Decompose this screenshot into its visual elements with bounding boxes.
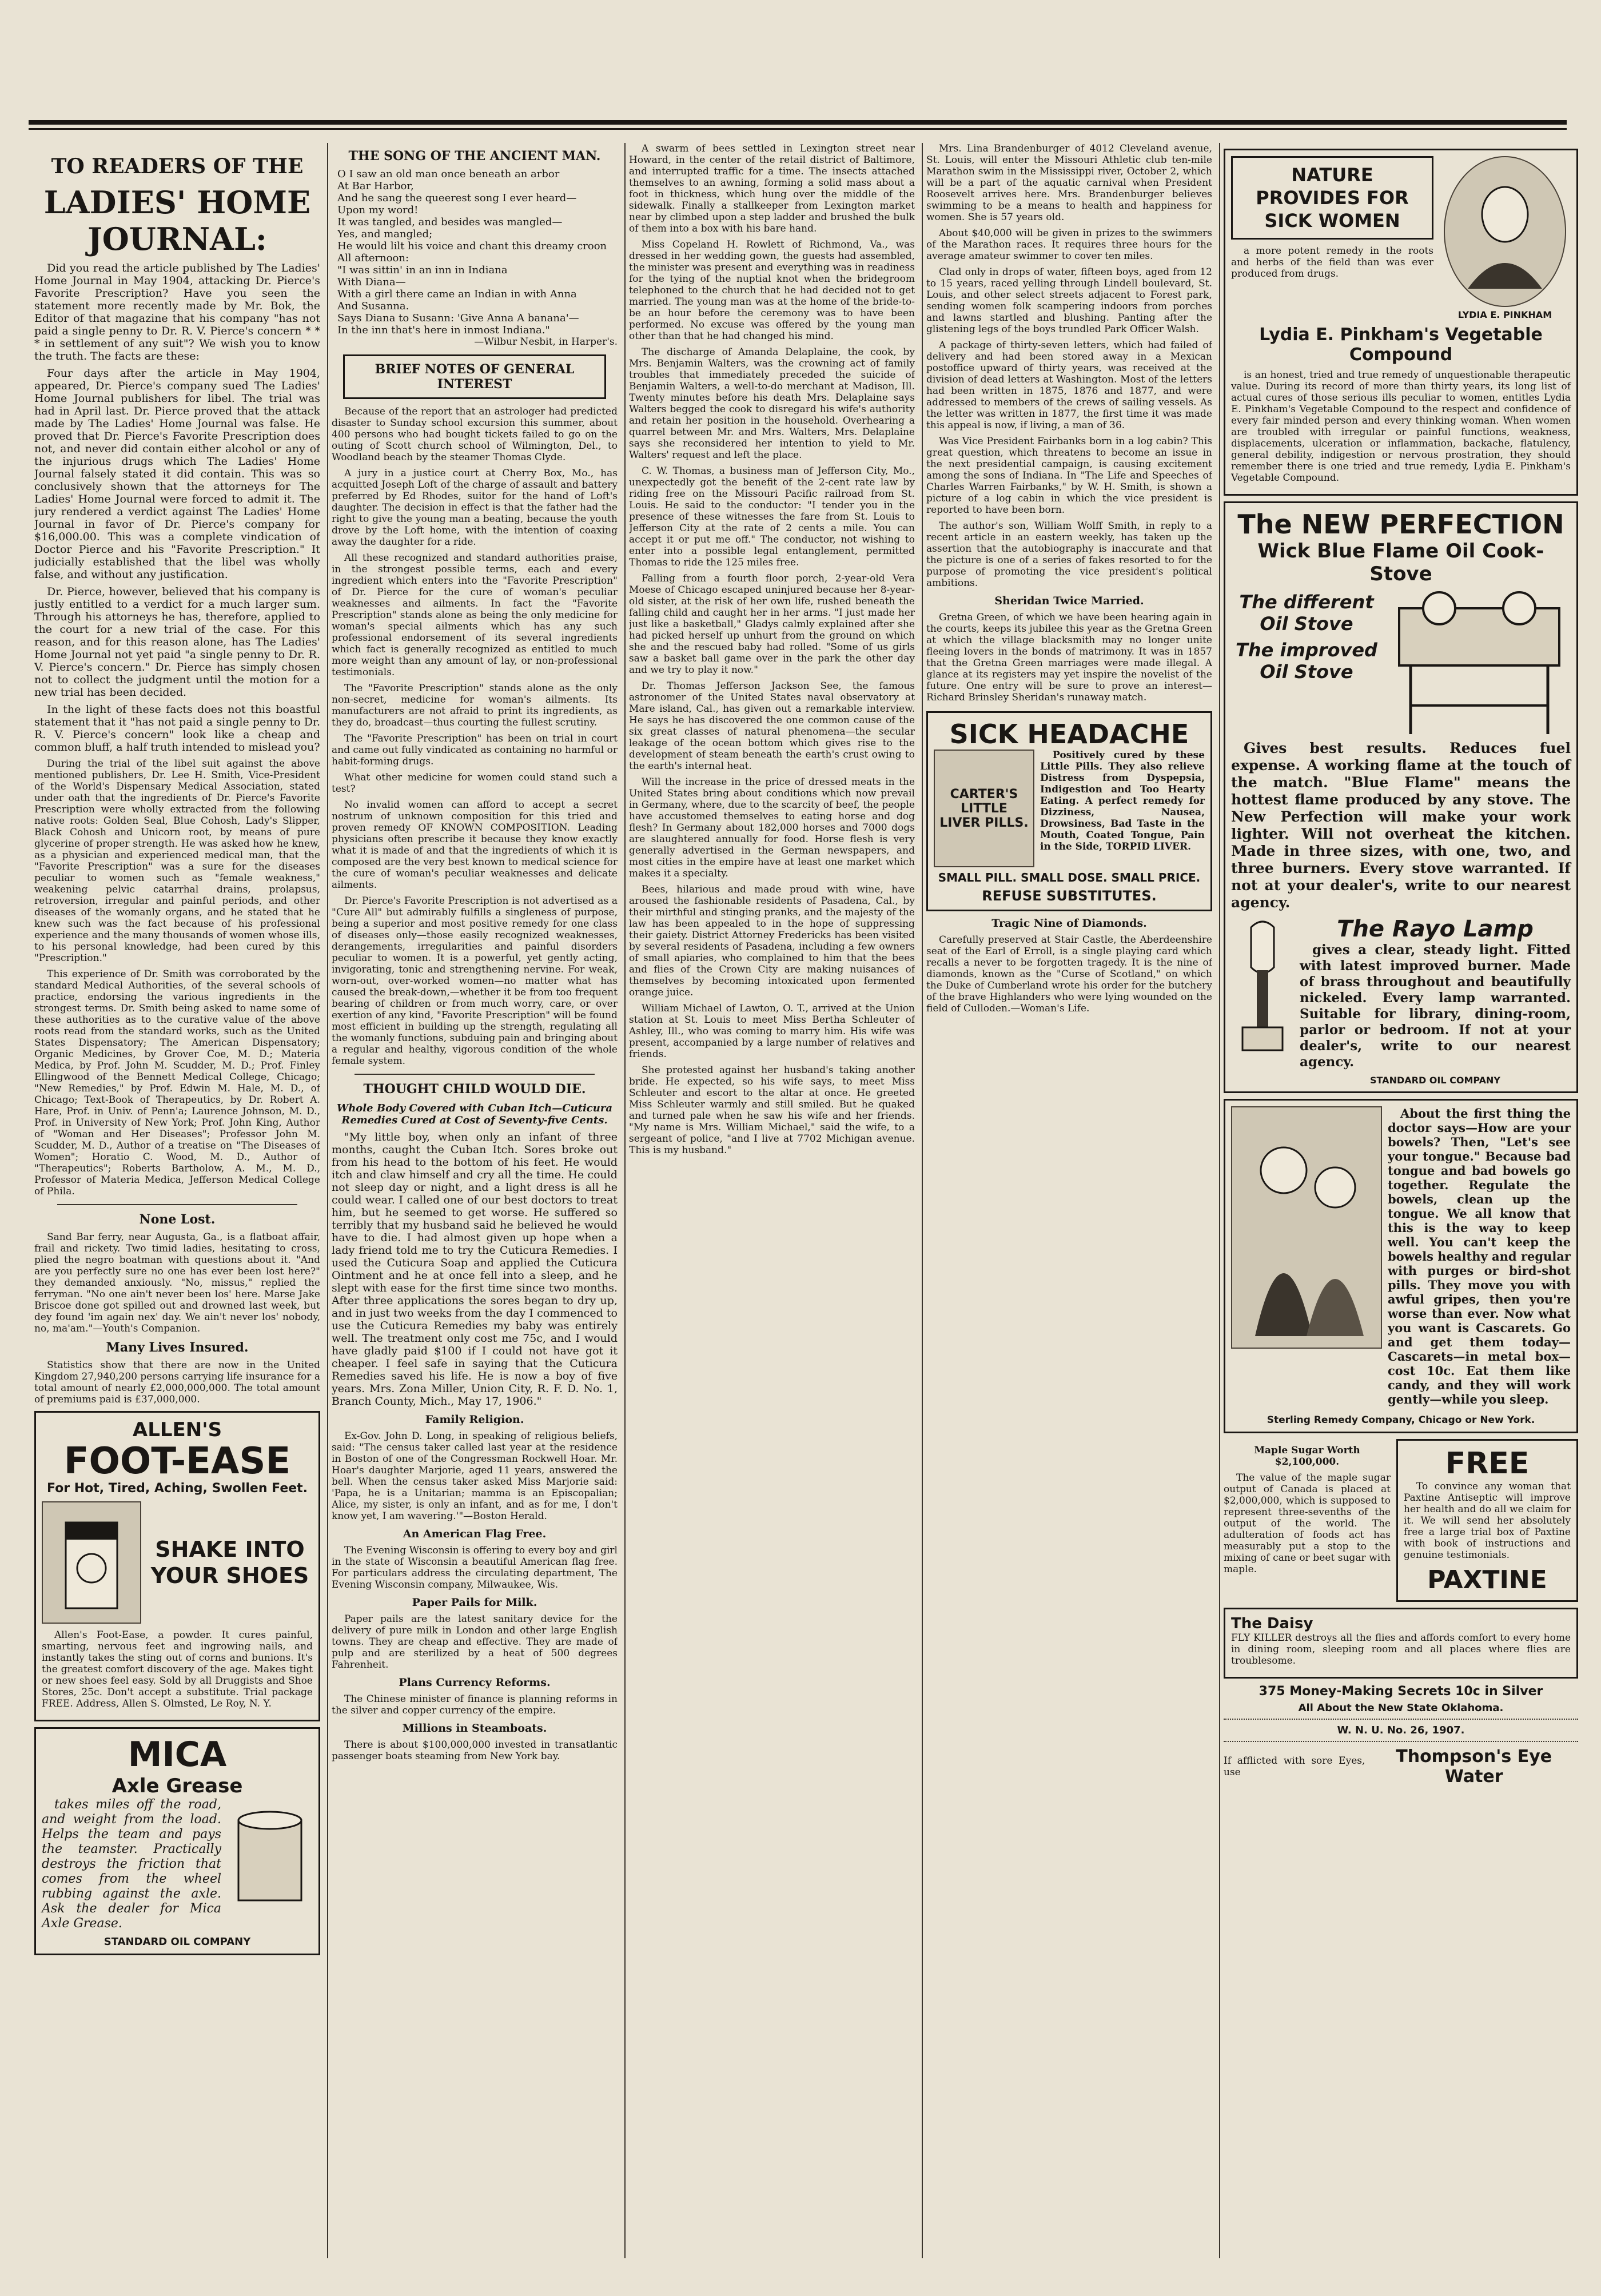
brief-note: Dr. Pierce's Favorite Prescription is not advertised as a "Cure All" but admirably fulfills a singleness of purpose, being a superior and most positive remedy for one class of diseases only—those easily recognized weaknesses, derangements, irregularities and painful disorders peculiar to women. It is a powerful, yet gently acting, invigorating, tonic and strengthening nervine. For weak, worn-out, over-worked women—no matter what has caused the break-down,—whether it be from too frequent bearing of children or from much worry, care, or over exertion of any kind, "Favorite Prescription" will be found most efficient in building up the strength, regulating all the womanly functions, subduing pain and bringing about a regular and healthy, vigorous condition of the whole female system. [332, 895, 618, 1067]
foot-ease-title: FOOT-EASE [63, 1440, 291, 1482]
rayo-body: gives a clear, steady light. Fitted with latest improved burner. Made of brass throughout and beautifully nickeled. Every lamp warranted. Suitable for library, dining-room, parlor or bedroom. If not at your dealer's, write to our nearest agency. [1300, 942, 1571, 1070]
currency-body: The Chinese minister of finance is planning reforms in the silver and copper currency of the empire. [332, 1693, 618, 1716]
cascarets-body: About the first thing the doctor says—How are your bowels? Then, "Let's see your tongue." Because bad tongue and bad bowels go together. Regulate the bowels, clean up the tongue. We all know that this is the way to keep well. You can't keep the bowels healthy and regular with purges or bird-shot pills. They move you with awful gripes, then you're worse than ever. Now what you want is Cascarets. Go and get them today—Cascarets—in metal box—cost 10c. Eat them like candy, and they will work gently—while you sleep. [1388, 1106, 1571, 1406]
pinkham-portrait [1444, 156, 1566, 307]
poem-title: THE SONG OF THE ANCIENT MAN. [348, 149, 601, 164]
mica-title: MICA [128, 1735, 227, 1775]
perfection-title: NEW PERFECTION [1301, 509, 1564, 540]
brief-note: C. W. Thomas, a business man of Jefferson City, Mo., unexpectedly got the benefit of the 2-cent rate law by riding free on the Missouri Pacific railroad from St. Louis. He said to the conductor: "I tender you in the presence of these witnesses the fare from St. Louis to Jefferson City at the rate of 2 cents a mile. You can accept it or put me off." The conductor, not wishing to enter into a possible legal entanglement, permitted Thomas to ride the 125 miles free. [629, 465, 915, 568]
news-paragraph: Was Vice President Fairbanks born in a log cabin? This great question, which threatens to become an issue in the next presidential campaign, is causing excitement among the sons of Indiana. In "The Life and Speeches of Charles Warren Fairbanks," by W. H. Smith, is shown a picture of a log cabin in which the vice president is reported to have been born. [926, 436, 1212, 516]
daisy-body: FLY KILLER destroys all the flies and affords comfort to every home in dining room, sleeping room and all places where flies are troublesome. [1231, 1632, 1571, 1667]
column-5 [1224, 143, 1578, 2258]
doctor-icon [1244, 1119, 1369, 1336]
poem-line: Yes, and mangled; [337, 228, 433, 240]
eye-lead: If afflicted with sore Eyes, use [1224, 1755, 1365, 1778]
brief-note: She protested against her husband's taking another bride. He expected, so his wife says, to meet Miss Schleuter and escort to the altar at once. He greeted Miss Schleuter warmly and still smiled. But he quaked and turned pale when he saw his wife and her friends. "My name is Mrs. William Michael," said the wife, to a sergeant of police, "and I live at 7702 Michigan avenue. This is my husband." [629, 1065, 915, 1156]
brief-note: A swarm of bees settled in Lexington street near Howard, in the center of the retail district of Baltimore, and interrupted traffic for a time. The insects attached themselves to an awning, forming a solid mass about a foot in thickness, which hung over the middle of the sidewalk. Finally a stallkeeper from Lexington market near by climbed upon a step ladder and brushed the bulk of them into a box with his bare hand. [629, 143, 915, 234]
lives-body: Statistics show that there are now in the United Kingdom 27,940,200 persons carrying life insurance for a total amount of nearly £2,000,000,000. The total amount of premiums paid is £37,000,000. [34, 1360, 320, 1405]
daisy-ad [1224, 1608, 1578, 1679]
perfection-the: The [1237, 509, 1292, 540]
carters-body: Positively cured by these Little Pills. They also relieve Distress from Dyspepsia, Indigestion and Too Hearty Eating. A perfect remedy for Dizziness, Nausea, Drowsiness, Bad Taste in the Mouth, Coated Tongue, Pain in the Side, TORPID LIVER. [1040, 750, 1205, 852]
foot-ease-body: Allen's Foot-Ease, a powder. It cures painful, smarting, nervous feet and ingrowing nails, and instantly takes the sting out of corns and bunions. It's the greatest comfort discovery of the age. Makes tight or new shoes feel easy. Sold by all Druggists and Shoe Stores, 25c. Don't accept a substitute. Trial package FREE. Address, Allen S. Olmsted, Le Roy, N. Y. [42, 1629, 313, 1709]
poem-line: Says Diana to Susann: 'Give Anna A banana'— [337, 312, 579, 324]
carters-refuse: REFUSE SUBSTITUTES. [982, 888, 1157, 904]
poem-line: "I was sittin' in an inn in Indiana [337, 264, 508, 276]
mica-subtitle: Axle Grease [111, 1775, 243, 1797]
sick-headache-title: SICK HEADACHE [949, 719, 1189, 750]
pinkham-caption: LYDIA E. PINKHAM [1457, 309, 1552, 320]
currency-title: Plans Currency Reforms. [399, 1676, 551, 1689]
perfection-subtitle: Wick Blue Flame Oil Cook-Stove [1257, 540, 1544, 585]
brief-note: Because of the report that an astrologer had predicted disaster to Sunday school excursion this summer, about 400 persons who had bought tickets failed to go on the outing of Scott church school of Wilmington, Del., to Woodland beach by the steamer Thomas Clyde. [332, 406, 618, 463]
brief-note: Bees, hilarious and made proud with wine, have aroused the fashionable residents of Pasadena, Cal., by their mirthful and stinging pranks, and the majesty of the law has been appealed to in the hope of suppressing their gaiety. District Attorney Fredericks has been visited by several residents of Pasadena, including a few owners of small apiaries, who complained to him that the bees and flies of the Crown City are making nuisances of themselves by becoming intoxicated upon fermented orange juice. [629, 884, 915, 998]
top-rule [29, 120, 1567, 125]
column-4 [926, 143, 1212, 2258]
powder-box-icon [57, 1511, 126, 1614]
brief-note: No invalid women can afford to accept a secret nostrum of unknown composition for this tried and proven remedy OF KNOWN COMPOSITION. Leading physicians often prescribe it because they know exactly what it is made of and that the ingredients of which it is composed are the very best known to medical science for the cure of woman's peculiar weaknesses and delicate ailments. [332, 799, 618, 891]
perfection-ad [1224, 501, 1578, 1093]
headline-line1: TO READERS OF THE [51, 154, 304, 178]
poem-line: O I saw an old man once beneath an arbor [337, 168, 560, 180]
article-paragraph: Dr. Pierce, however, believed that his company is justly entitled to a verdict for a much larger sum. Through his attorneys he has, therefore, applied to the court for a new trial of the case. For this reason, and for this reason alone, has The Ladies' Home Journal not yet paid "a single penny to Dr. R. V. Pierce's concern." Dr. Pierce has simply chosen not to collect the judgment until the motion for a new trial has been decided. [34, 585, 320, 699]
doctor-illustration [1231, 1106, 1382, 1349]
mica-company: STANDARD OIL COMPANY [103, 1936, 251, 1948]
foot-ease-box-illustration [42, 1501, 141, 1624]
brief-note: The "Favorite Prescription" stands alone as the only non-secret, medicine for woman's ailments. Its manufacturers are not afraid to print its ingredients, as they do, broadcast—thus courting the fullest scrutiny. [332, 683, 618, 728]
brief-note: A jury in a justice court at Cherry Box, Mo., has acquitted Joseph Loft of the charge of assault and battery preferred by Ed Rhodes, suitor for the hand of Loft's daughter. The decision in effect is that the father had the right to give the young man a beating, because the youth drove by the Loft home, with the intention of coaxing away the daughter for a ride. [332, 468, 618, 548]
news-paragraph: Mrs. Lina Brandenburger of 4012 Cleveland avenue, St. Louis, will enter the Missouri Athletic club ten-mile Marathon swim in the Mississippi river, October 2, which will be a part of the aquatic carnival when President Roosevelt arrives here. Mrs. Brandenburger believes swimming to be a means to health and happiness for women. She is 57 years old. [926, 143, 1212, 223]
poem-line: Upon my word! [337, 204, 419, 216]
foot-ease-ad [34, 1411, 320, 1721]
headline-line2: LADIES' HOME JOURNAL: [43, 184, 311, 257]
eye-title: Thompson's Eye Water [1396, 1747, 1552, 1787]
steam-body: There is about $100,000,000 invested in transatlantic passenger boats steaming from New York bay. [332, 1739, 618, 1762]
news-paragraph: The author's son, William Wolff Smith, in reply to a recent article in an eastern weekly, has taken up the assertion that the autobiography is inaccurate and that the picture is one of a series of fakes resorted to for the purpose of promoting the vice president's political ambitions. [926, 520, 1212, 589]
brief-note: All these recognized and standard authorities praise, in the strongest possible terms, each and every ingredient which enters into the "Favorite Prescription" of Dr. Pierce for the cure of woman's peculiar weaknesses and ailments. In fact the "Favorite Prescription" stands alone as being the only medicine for woman's special ailments which has any such professional endorsement of its several ingredients which fact is generally recognized as entitled to much more weight than any amount of lay, or non-professional testimonials. [332, 552, 618, 678]
pinkham-body: is an honest, tried and true remedy of unquestionable therapeutic value. During its record of more than thirty years, its long list of actual cures of those serious ills peculiar to women, entitles Lydia E. Pinkham's Vegetable Compound to the respect and confidence of every fair minded person and every thinking woman. When women are troubled with irregular or painful functions, weakness, displacements, ulceration or inflammation, backache, flatulency, general debility, indigestion or nervous prostration, they should remember there is one tried and true remedy, Lydia E. Pinkham's Vegetable Compound. [1231, 369, 1571, 484]
article-paragraph: During the trial of the libel suit against the above mentioned publishers, Dr. Lee H. Smith, Vice-President of the World's Dispensary Medical Association, stated under oath that the ingredients of Dr. Pierce's Favorite Prescription were wholly extracted from the following native roots: Golden Seal, Blue Cohosh, Lady's Slipper, Black Cohosh and Unicorn root, by means of pure glycerine of proper strength. He was asked how he knew, as a physician and experienced medical man, that the "Favorite Prescription" was a sure for the diseases peculiar to women such as "female weakness," weakening pelvic catarrhal drains, prolapsus, retroversion, irregular and painful periods, and other diseases of the womanly organs, and he stated that he knew such was the fact because of his professional experience and the many thousands of women whose ills, to his personal knowledge, had been cured by this "Prescription." [34, 758, 320, 964]
lamp-icon [1231, 916, 1294, 1059]
article-paragraph: In the light of these facts does not this boastful statement that it "has not paid a single penny to Dr. R. V. Pierce's concern" look like a cheap and common bluff, a half truth intended to mislead you? [34, 703, 320, 754]
steam-title: Millions in Steamboats. [402, 1722, 547, 1735]
news-paragraph: Clad only in drops of water, fifteen boys, aged from 12 to 15 years, raced yelling through Lindell boulevard, St. Louis, and other select streets adjacent to Forest park, sending women folk scampering indoors from porches and lawns startled and blushing. Panting after the glistening legs of the boys trundled Park Officer Walsh. [926, 266, 1212, 335]
poem-line: In the inn that's here in inmost Indiana." [337, 324, 550, 336]
cuticura-body: "My little boy, when only an infant of three months, caught the Cuban Itch. Sores broke out from his head to the bottom of his feet. He would itch and claw himself and cry all the time. He could not sleep day or night, and a light dress is all he could wear. I called one of our best doctors to treat him, but he seemed to get worse. He suffered so terribly that my husband said he believed he would have to die. I had almost given up hope when a lady friend told me to try the Cuticura Remedies. I used the Cuticura Soap and applied the Cuticura Ointment and he at once fell into a sleep, and he slept with ease for the first time since two months. After three applications the sores began to dry up, and in just two weeks from the day I commenced to use the Cuticura Remedies my baby was entirely well. The treatment only cost me 75c, and I would have gladly paid $100 if I could not have got it cheaper. I feel safe in saying that the Cuticura Remedies saved his life. He is now a boy of five years. Mrs. Zona Miller, Union City, R. F. D. No. 1, Branch County, Mich., May 17, 1906." [332, 1131, 618, 1408]
paxtine-ad [1396, 1439, 1578, 1602]
family-title: Family Religion. [425, 1413, 524, 1426]
perfection-different: The different Oil Stove [1239, 591, 1374, 635]
sheridan-body: Gretna Green, of which we have been hearing again in the courts, keeps its jubilee this year as the Gretna Green at which the village blacksmith may no longer unite fleeing lovers in the bonds of matrimony. It was in 1857 that the Gretna Green marriages were made illegal. A glance at its registers may yet inspire the novelist of the future. One entry will be sure to prove an interest—Richard Brinsley Sheridan's runaway match. [926, 612, 1212, 703]
sheridan-title: Sheridan Twice Married. [994, 595, 1144, 607]
column-3 [629, 143, 915, 2258]
lower-ads [1224, 1439, 1578, 1602]
portrait-icon [1462, 174, 1548, 289]
paxtine-body: To convince any woman that Paxtine Antiseptic will improve her health and do all we claim for it. We will send her absolutely free a large trial box of Paxtine with book of instructions and genuine testimonials. [1404, 1481, 1571, 1561]
poem-line: All afternoon: [337, 252, 409, 264]
tragic-body: Carefully preserved at Stair Castle, the Aberdeenshire seat of the Earl of Erroll, is a single playing card which recalls a never to be forgotten tragedy. It is the nine of diamonds, known as the "Curse of Scotland," on which the Duke of Cumberland wrote his order for the butchery of the brave Highlanders who were lying wounded on the field of Culloden.—Woman's Life. [926, 934, 1212, 1014]
poem-line: With a girl there came an Indian in with Anna [337, 288, 577, 300]
maple-title: Maple Sugar Worth $2,100,000. [1254, 1445, 1360, 1468]
flag-title: An American Flag Free. [403, 1528, 547, 1540]
mica-body: takes miles off the road, and weight from the load. Helps the team and pays the teamster. Practically destroys the friction that comes from the wheel rubbing against the axle. Ask the dealer for Mica Axle Grease. [42, 1797, 221, 1931]
grease-tin-icon [227, 1797, 313, 1912]
poem-line: And he sang the queerest song I ever heard— [337, 192, 577, 204]
pinkham-ad [1224, 149, 1578, 496]
column-rule [624, 143, 626, 2258]
cuticura-subtitle: Whole Body Covered with Cuban Itch—Cuticura Remedies Cured at Cost of Seventy-five Cents. [337, 1102, 612, 1126]
poem-line: It was tangled, and besides was mangled— [337, 216, 563, 228]
carters-brand: CARTER'S LITTLE LIVER PILLS. [939, 787, 1029, 830]
foot-ease-shake: SHAKE INTO YOUR SHOES [150, 1537, 309, 1588]
brief-note: Will the increase in the price of dressed meats in the United States bring about conditions which now prevail in Germany, where, due to the scarcity of beef, the people have accustomed themselves to eating horse and dog flesh? In Germany about 182,000 horses and 7000 dogs are slaughtered annually for food. Horse flesh is very generally advertised in the German newspapers, and most cities in the empire have at least one market which makes it a specialty. [629, 776, 915, 879]
brief-note: The "Favorite Prescription" has been on trial in court and came out fully vindicated as containing no harmful or habit-forming drugs. [332, 733, 618, 767]
poem-line: With Diana— [337, 276, 406, 288]
money-secrets: 375 Money-Making Secrets 10c in Silver [1259, 1684, 1543, 1699]
column-rule [1219, 143, 1220, 2258]
none-lost-body: Sand Bar ferry, near Augusta, Ga., is a flatboat affair, frail and rickety. Two timid ladies, hesitating to cross, plied the negro boatman with questions about it. "And are you perfectly sure no one has ever been lost here?" they demanded anxiously. "No, missus," replied the ferryman. "No one ain't never been los' here. Marse Jake Briscoe done got spilled out and drowned last week, but dey found 'im again nex' day. We ain't never los' nobody, no, ma'am."—Youth's Companion. [34, 1231, 320, 1334]
poem-line: He would lilt his voice and chant this dreamy croon [337, 240, 607, 252]
cascarets-ad [1224, 1099, 1578, 1433]
brief-note: The discharge of Amanda Delaplaine, the cook, by Mrs. Benjamin Walters, was the crowning act of family troubles that immediately preceded the suicide of Benjamin Walters, a well-to-do merchant at Madison, Ill. Twenty minutes before his death Mrs. Delaplaine says Walters begged the cook to disregard his wife's authority and retain her position in the household. Overhearing a quarrel between Mr. and Mrs. Walters, Mrs. Delaplaine says she reconsidered her intention to yield to Mr. Walters' request and left the place. [629, 346, 915, 461]
maple-body: The value of the maple sugar output of Canada is placed at $2,000,000, which is supposed to represent three-sevenths of the output of the world. The adulteration of foods act has measurably put a stop to the mixing of cane or beet sugar with maple. [1224, 1472, 1391, 1575]
article-paragraph: This experience of Dr. Smith was corroborated by the standard Medical Authorities, of the several schools of practice, endorsing the various ingredients in the strongest terms. Dr. Smith being asked to name some of these authorities as to the curative value of the above roots read from the standard works, such as the United States Dispensatory; The American Dispensatory; Organic Medicines, by Grover Coe, M. D.; Materia Medica, by Prof. John M. Scudder, M. D.; Prof. Finley Ellingwood of the Bennett Medical College, Chicago; "New Remedies," by Prof. Edwin M. Hale, M. D., of Chicago; Text-Book of Therapeutics, by Dr. Robert A. Hare, Prof. in Univ. of Penn'a; Laurence Johnson, M. D., Prof. in University of New York; Prof. John King, Author of "Woman and Her Diseases"; Professor John M. Scudder, M. D., Author of a treatise on "The Diseases of Women"; Horatio C. Wood, M. D., Author of "Therapeutics"; Roberts Bartholow, A. M., M. D., Professor of Materia Medica, Jefferson Medical College of Phila. [34, 968, 320, 1197]
cuticura-title: THOUGHT CHILD WOULD DIE. [363, 1082, 586, 1097]
article-intro: Did you read the article published by The Ladies' Home Journal in May 1904, attacking Dr. Pierce's Favorite Prescription? Have you seen the statement more recently made by Mr. Bok, the Editor of that magazine that his company "has not paid a single penny to Dr. R. V. Pierce's concern * * * in settlement of any suit"? We wish you to know the truth. The facts are these: [34, 262, 320, 362]
brief-note: Miss Copeland H. Rowlett of Richmond, Va., was dressed in her wedding gown, the guests had assembled, the minister was present and everything was in readiness for the tying of the nuptial knot when the bridegroom telephoned to the church that he had decided not to get married. The young man was at the home of the bride-to-be an hour before the ceremony was to have been performed. No excuse was offered by the young man other than that he had changed his mind. [629, 239, 915, 342]
newspaper-page [23, 120, 1590, 2281]
brief-note: What other medicine for women could stand such a test? [332, 772, 618, 795]
brief-note: Falling from a fourth floor porch, 2-year-old Vera Moese of Chicago escaped uninjured because her 8-year-old sister, at the risk of her own life, rushed beneath the falling child and caught her in her arms. "I just made her just like a basketball," Gladys calmly explained after she had picked herself up unhurt from the ground on which she and the rescued baby had rolled. "Some of us girls saw a basket ball game over in the park the other day and we try to play it now." [629, 573, 915, 676]
perfection-body: Gives best results. Reduces fuel expense. A working flame at the touch of the match. "Blue Flame" means the hottest flame produced by any stove. The New Perfection will make your work lighter. Will not overheat the kitchen. Made in three sizes, with one, two, and three burners. Every stove warranted. If not at your dealer's, write to our nearest agency. [1231, 740, 1571, 911]
perfection-title-wrap [1231, 509, 1571, 540]
pinkham-title: NATURE PROVIDES FOR SICK WOMEN [1231, 156, 1433, 240]
family-body: Ex-Gov. John D. Long, in speaking of religious beliefs, said: "The census taker called last year at the residence in Boston of one of the Congressman Rockwell Hoar. Mr. Hoar's daughter Marjorie, aged 11 years, answered the bell. When the census taker asked Miss Marjorie said: 'Papa, he is a Unitarian; mamma is an Episcopalian; Alice, my sister, is only an infant, and as for me, I don't know yet, I am wavering.'"—Boston Herald. [332, 1430, 618, 1522]
flag-body: The Evening Wisconsin is offering to every boy and girl in the state of Wisconsin a beautiful American flag free. For particulars address the circulating department, The Evening Wisconsin company, Milwaukee, Wis. [332, 1545, 618, 1591]
paper-body: Paper pails are the latest sanitary device for the delivery of pure milk in London and other large English towns. They are cheap and effective. They are made of pulp and are sterilized by a heat of 500 degrees Fahrenheit. [332, 1613, 618, 1671]
column-rule [922, 143, 923, 2258]
poem-line: And Susanna. [337, 300, 409, 312]
mica-ad [34, 1727, 320, 1955]
cascarets-company: Sterling Remedy Company, Chicago or New York. [1267, 1414, 1535, 1426]
brief-note: Dr. Thomas Jefferson Jackson See, the famous astronomer of the United States naval observatory at Mare island, Cal., has given out a remarkable interview. He says he has discovered the one common cause of the six great classes of natural phenomena—the secular leakage of the ocean bottom which gives rise to the development of steam beneath the earth's crust owing to the earth's internal heat. [629, 680, 915, 772]
foot-ease-brand: ALLEN'S [132, 1418, 222, 1441]
rayo-company: STANDARD OIL COMPANY [1369, 1075, 1500, 1086]
perfection-improved: The improved Oil Stove [1236, 639, 1377, 683]
pinkham-head: Lydia E. Pinkham's Vegetable Compound [1259, 325, 1543, 365]
foot-ease-tagline: For Hot, Tired, Aching, Swollen Feet. [46, 1481, 308, 1496]
news-paragraph: About $40,000 will be given in prizes to the swimmers of the Marathon races. It requires three hours for the average amateur swimmer to cover ten miles. [926, 228, 1212, 262]
pinkham-lead: a more potent remedy in the roots and herbs of the field than was ever produced from drugs. [1231, 245, 1433, 280]
rayo-title: The Rayo Lamp [1337, 916, 1534, 942]
carters-small: SMALL PILL. SMALL DOSE. SMALL PRICE. [938, 871, 1201, 884]
carters-ad [926, 711, 1212, 911]
brief-note: William Michael of Lawton, O. T., arrived at the Union station at St. Louis to meet Miss Bertha Schleuter of Ashley, Ill., who was coming to marry him. His wife was present, accompanied by a large number of relatives and friends. [629, 1003, 915, 1060]
paxtine-title: PAXTINE [1427, 1565, 1547, 1595]
poem-line: At Bar Harbor, [337, 180, 414, 192]
tragic-title: Tragic Nine of Diamonds. [991, 917, 1147, 930]
poem [332, 168, 618, 336]
oklahoma: All About the New State Oklahoma. [1298, 1702, 1504, 1714]
article-paragraph: Four days after the article in May 1904, appeared, Dr. Pierce's company sued The Ladies' Home Journal publishers for libel. The trial was had in April last. Dr. Pierce proved that the attack made by The Ladies' Home Journal was false. He proved that Dr. Pierce's Favorite Prescription does not, and never did contain either alcohol or any of the injurious drugs which The Ladies' Home Journal falsely stated it did contain. This was so conclusively shown that the attorneys for The Ladies' Home Journal were forced to admit it. The jury rendered a verdict against The Ladies' Home Journal in favor of Dr. Pierce's company for $16,000.00. This was a complete vindication of Doctor Pierce and his "Favorite Prescription." It judicially established that the libel was wholly false, and without any justification. [34, 367, 320, 581]
column-1 [34, 143, 320, 2258]
daisy-title: The Daisy [1231, 1615, 1313, 1632]
column-2 [332, 143, 618, 2258]
free-title: FREE [1445, 1446, 1530, 1481]
column-rule [327, 143, 328, 2258]
wnu-number: W. N. U. No. 26, 1907. [1337, 1724, 1465, 1736]
brief-notes-heading [343, 354, 606, 399]
paper-title: Paper Pails for Milk. [412, 1596, 537, 1609]
lives-title: Many Lives Insured. [106, 1340, 249, 1355]
news-paragraph: A package of thirty-seven letters, which had failed of delivery and had been stored away in a Mexican postoffice upward of thirty years, was received at the division of dead letters at Washington. Most of the letters had been written in 1875, 1876 and 1877, and were addressed to members of the crews of sailing vessels. As the letter was written in 1877, the first time it was made this appeal is now, if living, a man of 36. [926, 340, 1212, 431]
top-rule-thin [29, 128, 1567, 130]
brief-notes-title: BRIEF NOTES OF GENERAL INTEREST [375, 362, 575, 392]
carters-box [934, 750, 1034, 867]
poem-credit: —Wilbur Nesbit, in Harper's. [474, 336, 618, 348]
stove-icon [1388, 591, 1571, 740]
none-lost-title: None Lost. [139, 1212, 216, 1227]
